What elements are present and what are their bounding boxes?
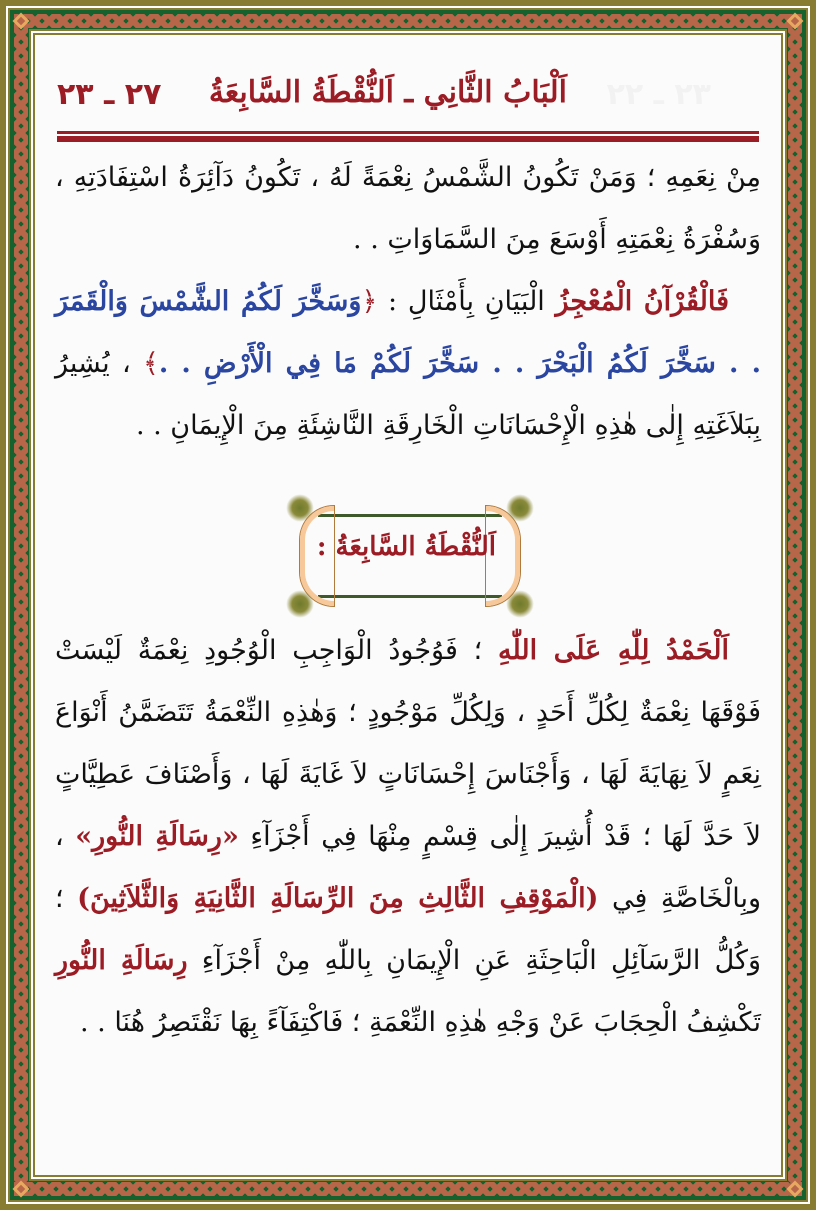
- header-rule-thin: [57, 131, 759, 134]
- paragraph-text: تَكْشِفُ الْحِجَابَ عَنْ وَجْهِ هٰذِهِ النِّعْمَةِ ؛ فَاكْتِفَآءً بِهَا نَقْتَصِرُ هُنَا . .: [80, 1007, 761, 1038]
- ornament-chain-bottom: [14, 1182, 802, 1196]
- paragraph-text: مِنْ نِعَمِهِ ؛ وَمَنْ تَكُونُ الشَّمْسُ نِعْمَةً لَهُ ، تَكُونُ دَآئِرَةُ اسْتِفَادَتِهِ ، وَسُفْرَةُ نِعْمَتِهِ أَوْسَعَ مِنَ السَّمَاوَاتِ . .: [55, 162, 761, 255]
- frame-line-bottom: [318, 595, 502, 598]
- paragraph-text: ؛ وَكُلُّ الرَّسَآئِلِ الْبَاحِثَةِ عَنِ الْإِيمَانِ بِاللّٰهِ مِنْ أَجْزَآءِ: [55, 883, 762, 976]
- frame-line-top: [318, 514, 502, 517]
- quran-bracket-close-icon: ﴾: [143, 348, 159, 379]
- text-block-top: [55, 147, 761, 457]
- ornament-chain-right: [788, 14, 802, 1196]
- page-content: [35, 35, 781, 1175]
- quran-bracket-open-icon: ﴿: [361, 286, 378, 317]
- text-block-bottom: [55, 620, 761, 1054]
- section-heading-title: اَلنُّقْطَةُ السَّابِعَةُ :: [316, 532, 496, 562]
- paragraph-1: [55, 147, 761, 271]
- header-rule-thick: [57, 136, 759, 142]
- quran-verse: وَسَخَّرَ لَكُمُ الشَّمْسَ وَالْقَمَرَ . . سَخَّرَ لَكُمُ الْبَحْرَ . . سَخَّرَ لَكُمْ مَا فِي الْأَرْضِ . .: [55, 286, 761, 379]
- book-title-ref: رِسَالَةِ النُّورِ: [55, 945, 188, 976]
- header-title: اَلْبَابُ الثَّانِي ـ اَلنُّقْطَةُ السَّابِعَةُ: [208, 75, 567, 110]
- section-heading-frame: [284, 494, 536, 618]
- leaf-ornament-icon: [286, 494, 314, 522]
- ornament-chain-left: [14, 14, 28, 1196]
- paragraph-text: ، وبِالْخَاصَّةِ فِي: [55, 821, 761, 914]
- paragraph-text: الْبَيَانِ بِأَمْثَالِ :: [377, 286, 556, 317]
- paragraph-3: [55, 620, 761, 1054]
- highlight-red: اَلْحَمْدُ لِلّٰهِ عَلَى اللّٰهِ: [497, 635, 729, 666]
- paragraph-text: ، يُشِيرُ بِبَلاَغَتِهِ إِلٰى هٰذِهِ الْإِحْسَانَاتِ الْخَارِقَةِ النَّاشِئَةِ مِنَ الْإِيمَانِ . .: [55, 348, 761, 441]
- paragraph-text: ؛ فَوُجُودُ الْوَاجِبِ الْوُجُودِ نِعْمَةٌ لَيْسَتْ فَوْقَهَا نِعْمَةٌ لِكُلِّ أَحَدٍ ، وَلِكُلِّ مَوْجُودٍ ؛ وَهٰذِهِ النِّعْمَةُ تَتَضَمَّنُ أَنْوَاعَ نِعَمٍ لاَ نِهَايَةَ لَهَا ، وَأَجْنَاسَ إِحْسَانَاتٍ لاَ غَايَةَ لَهَا ، وَأَصْنَافَ عَطِيَّاتٍ لاَ حَدَّ لَهَا ؛ قَدْ أُشِيرَ إِلٰى قِسْمٍ مِنْهَا فِي أَجْزَآءِ: [55, 635, 762, 852]
- highlight-red: فَالْقُرْآنُ الْمُعْجِزُ: [555, 286, 729, 317]
- header-page-range: ٢٧ ـ ٢٣: [57, 77, 162, 112]
- running-header: [57, 75, 759, 135]
- book-title-ref: «رِسَالَةِ النُّورِ»: [75, 821, 239, 852]
- header-ghost-page-range: ٢٣ ـ ٢٢: [606, 77, 711, 112]
- leaf-ornament-icon: [286, 590, 314, 618]
- paragraph-2: [55, 271, 761, 457]
- leaf-ornament-icon: [506, 590, 534, 618]
- section-ref: (الْمَوْقِفِ الثَّالِثِ مِنَ الرِّسَالَةِ الثَّانِيَةِ وَالثَّلاَثِينَ): [77, 883, 599, 914]
- ornament-chain-top: [14, 14, 802, 28]
- leaf-ornament-icon: [506, 494, 534, 522]
